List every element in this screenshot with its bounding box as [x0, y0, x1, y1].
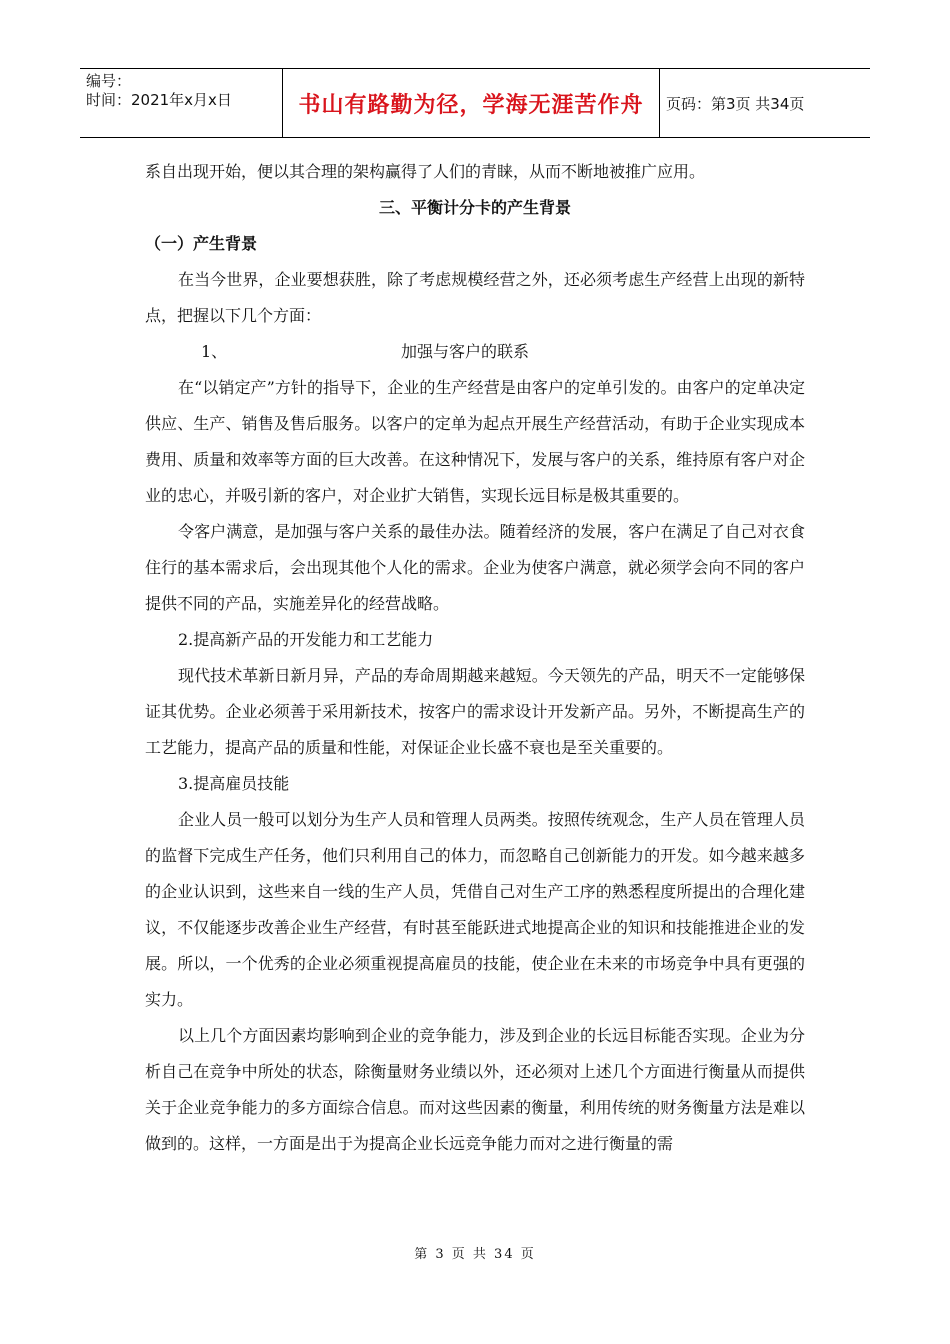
- paragraph-1: 在当今世界，企业要想获胜，除了考虑规模经营之外，还必须考虑生产经营上出现的新特点，把握以下几个方面：: [145, 270, 805, 325]
- date-label: 时间：2021年x月x日: [86, 91, 232, 109]
- paragraph-2: 在“以销定产”方针的指导下，企业的生产经营是由客户的定单引发的。由客户的定单决定供应、生产、销售及售后服务。以客户的定单为起点开展生产经营活动，有助于企业实现成本费用、质量和效率等方面的巨大改善。在这种情况下，发展与客户的关系，维持原有客户对企业的忠心，并吸引新的客户，对企业扩大销售，实现长远目标是极其重要的。: [145, 378, 805, 505]
- paragraph-6: 以上几个方面因素均影响到企业的竞争能力，涉及到企业的长远目标能否实现。企业为分析自己在竞争中所处的状态，除衡量财务业绩以外，还必须对上述几个方面进行衡量从而提供关于企业竞争能力的多方面综合信息。而对这些因素的衡量，利用传统的财务衡量方法是难以做到的。这样，一方面是出于为提高企业长远竞争能力而对之进行衡量的需: [145, 1026, 805, 1153]
- paragraph-4: 现代技术革新日新月异，产品的寿命周期越来越短。今天领先的产品，明天不一定能够保证其优势。企业必须善于采用新技术，按客户的需求设计开发新产品。另外，不断提高生产的工艺能力，提高产品的质量和性能，对保证企业长盛不衰也是至关重要的。: [145, 666, 805, 757]
- list-item-1: [145, 334, 805, 370]
- header-motto-cell: [282, 69, 660, 137]
- paragraph-intro: 系自出现开始，便以其合理的架构赢得了人们的青睐，从而不断地被推广应用。: [145, 162, 706, 181]
- document-header: [80, 68, 870, 138]
- paragraph-3: 令客户满意，是加强与客户关系的最佳办法。随着经济的发展，客户在满足了自己对衣食住行的基本需求后，会出现其他个人化的需求。企业为使客户满意，就必须学会向不同的客户提供不同的产品，实施差异化的经营战略。: [145, 522, 805, 613]
- list-item-2: 2.提高新产品的开发能力和工艺能力: [178, 630, 434, 649]
- list-item-1-number: 1、: [201, 342, 228, 361]
- paragraph-5: 企业人员一般可以划分为生产人员和管理人员两类。按照传统观念，生产人员在管理人员的监督下完成生产任务，他们只利用自己的体力，而忽略自己创新能力的开发。如今越来越多的企业认识到，这些来自一线的生产人员，凭借自己对生产工序的熟悉程度所提出的合理化建议，不仅能逐步改善企业生产经营，有时甚至能跃进式地提高企业的知识和技能推进企业的发展。所以，一个优秀的企业必须重视提高雇员的技能，使企业在未来的市场竞争中具有更强的实力。: [145, 810, 805, 1009]
- motto-text: 书山有路勤为径，学海无涯苦作舟: [298, 92, 644, 118]
- list-item-3: 3.提高雇员技能: [178, 774, 290, 793]
- number-label: 编号：: [86, 72, 132, 90]
- subsection-title: （一）产生背景: [145, 234, 258, 253]
- list-item-1-title: 加强与客户的联系: [401, 342, 530, 361]
- header-page-info: 页码：第3页 共34页: [666, 94, 805, 113]
- section-title: 三、平衡计分卡的产生背景: [378, 198, 571, 217]
- document-body: [145, 154, 805, 1162]
- page-footer: 第 3 页 共 34 页: [414, 1247, 536, 1262]
- header-meta-cell: [80, 69, 282, 137]
